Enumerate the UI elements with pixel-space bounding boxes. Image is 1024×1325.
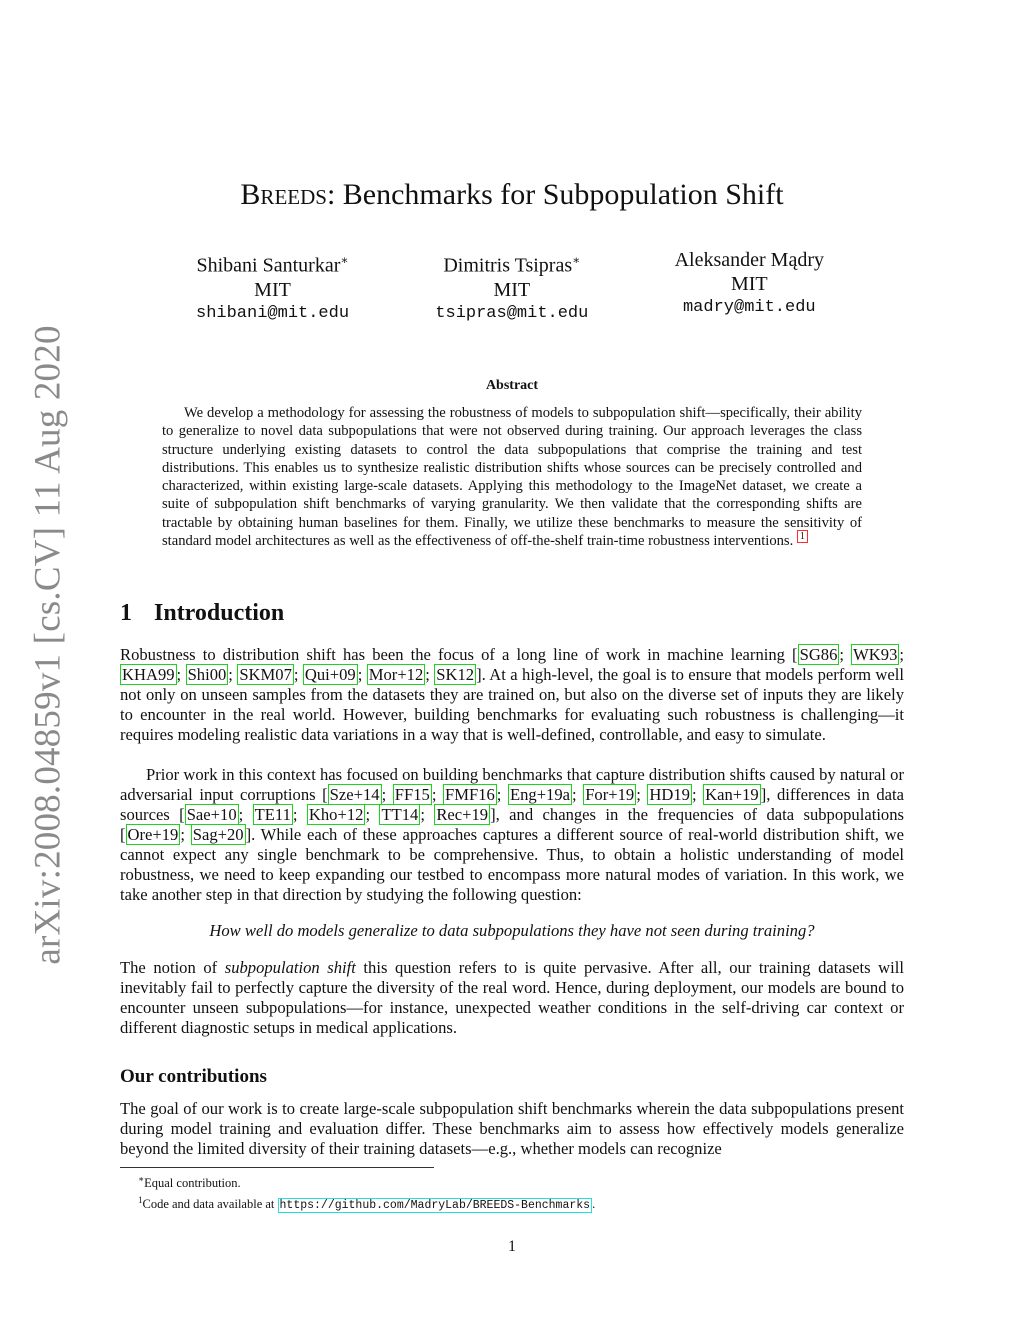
abstract-body: We develop a methodology for assessing the robustness of models to subpopulation shift—specifically, their ability to generalize to novel data subpopulations that were not observed during training. Our approach leverages the class structure underlying existing datasets to control the data subpopulations that comprise the training and test distributions. This enables us to synthesize realistic distribution shifts whose sources can be precisely controlled and characterized, within existing large-scale datasets. Applying this methodology to the ImageNet dataset, we create a suite of subpopulation shift benchmarks of varying granularity. We then validate that the corresponding shifts are tractable by obtaining human baselines for them. Finally, we utilize these benchmarks to measure the sensitivity of standard model architectures as well as the effectiveness of off-the-shelf train-time robustness interventions. bbox=[162, 405, 862, 550]
citation-link[interactable]: SK12 bbox=[436, 665, 475, 684]
citation-link[interactable]: Ore+19 bbox=[127, 825, 179, 844]
section-number: 1 bbox=[120, 600, 132, 626]
para-text: The notion of bbox=[120, 958, 225, 977]
author-name: Aleksander Mądry bbox=[674, 249, 824, 271]
citation-link[interactable]: Shi00 bbox=[187, 665, 227, 684]
footnote-text: Code and data available at bbox=[142, 1197, 278, 1212]
section-title: Introduction bbox=[154, 600, 285, 626]
abstract-heading: Abstract bbox=[485, 378, 539, 393]
author-email[interactable]: shibani@mit.edu bbox=[196, 303, 350, 323]
emphasis-term: subpopulation shift bbox=[224, 958, 356, 977]
equal-contrib-mark: ∗ bbox=[572, 253, 581, 267]
footnote-1 bbox=[138, 1171, 595, 1192]
para-text: ]. At a high-level, the goal is to ensure that models perform well not only on unseen samples from the datasets they are trained on, but also on the diverse set of inputs they are likely to encounter in the real world. However, building benchmarks for evaluating such robustness is challenging—it requires modeling realistic data variations in a way that is well-defined, controllable, and easy to simulate. bbox=[120, 665, 904, 744]
citation-link[interactable]: Kho+12 bbox=[308, 805, 364, 824]
citation-link[interactable]: TT14 bbox=[381, 805, 419, 824]
equal-contrib-mark: ∗ bbox=[340, 253, 349, 267]
footnote-mark: 1 bbox=[138, 1195, 143, 1206]
section-heading bbox=[120, 600, 284, 627]
footnote-text: Equal contribution. bbox=[144, 1176, 241, 1191]
para-text: ], differences in data sources [ bbox=[120, 785, 905, 824]
para-text: Robustness to distribution shift has been the focus of a long line of work in machine learning [ bbox=[120, 645, 798, 664]
intro-paragraph-3 bbox=[120, 958, 904, 1038]
author-1 bbox=[196, 248, 349, 326]
author-2 bbox=[435, 248, 588, 326]
citation-link[interactable]: Sze+14 bbox=[329, 785, 380, 804]
author-3 bbox=[675, 248, 824, 326]
citation-link[interactable]: Qui+09 bbox=[304, 665, 356, 684]
code-url-link[interactable]: https://github.com/MadryLab/BREEDS-Benchmarks bbox=[279, 1199, 591, 1213]
author-email[interactable]: tsipras@mit.edu bbox=[435, 303, 589, 323]
footnote-ref-link[interactable]: 1 bbox=[797, 530, 808, 543]
research-question: How well do models generalize to data subpopulations they have not seen during training? bbox=[209, 921, 815, 940]
footnotes bbox=[138, 1171, 595, 1214]
citation-link[interactable]: HD19 bbox=[649, 785, 690, 804]
para-text: ]. While each of these approaches captures a different source of real-world distribution shift, we cannot expect any single benchmark to be comprehensive. Thus, to obtain a holistic understanding of model robustness, we need to keep expanding our testbed to encompass more natural modes of variation. In this work, we take another step in that direction by studying the following question: bbox=[120, 825, 904, 904]
author-block bbox=[196, 248, 824, 326]
citation-link[interactable]: KHA99 bbox=[122, 665, 175, 684]
contributions-paragraph: The goal of our work is to create large-scale subpopulation shift benchmarks wherein the data subpopulations present during model training and evaluation differ. These benchmarks aim to assess how effectively models generalize beyond the limited diversity of their training datasets—e.g., whether models can recognize bbox=[120, 1099, 904, 1158]
citation-link[interactable]: TE11 bbox=[254, 805, 291, 824]
citation-link[interactable]: Eng+19a bbox=[509, 785, 571, 804]
arxiv-sidebar-id: arXiv:2008.04859v1 [cs.CV] 11 Aug 2020 bbox=[27, 325, 69, 965]
author-affiliation: MIT bbox=[493, 278, 531, 301]
para-text: this question refers to is quite pervasive. After all, our training datasets will inevitably fail to perfectly capture the diversity of the real word. Hence, during deployment, our models are bound to encounter unseen subpopulations—for instance, unexpected weather conditions in the self-driving car context or different diagnostic setups in medical applications. bbox=[120, 958, 904, 1037]
footnote-divider bbox=[120, 1167, 434, 1168]
paper-title bbox=[0, 178, 1024, 212]
title-rest: : Benchmarks for Subpopulation Shift bbox=[326, 178, 784, 211]
intro-paragraph-1: Robustness to distribution shift has been the focus of a long line of work in machine learning [ SG86 ; WK93 ; KHA99 ; Shi00 ; SKM07 ; Qui+09 ; Mor+12 ; SK12 ]. At a high-level, the goal is to ensure that models perform well not only on unseen samples from the datasets they are trained on, but also on the diverse set of inputs they are likely to encounter in the real world. However, building benchmarks for evaluating such robustness is challenging—it requires modeling realistic data variations in a way that is well-defined, controllable, and easy to simulate. bbox=[120, 645, 905, 744]
abstract-text bbox=[162, 404, 862, 550]
title-small-caps: Breeds bbox=[240, 178, 327, 211]
author-name: Dimitris Tsipras bbox=[443, 254, 573, 277]
citation-link[interactable]: Rec+19 bbox=[436, 805, 489, 824]
para-text: ], and changes in the frequencies of data subpopulations [ bbox=[120, 805, 904, 844]
citation-link[interactable]: WK93 bbox=[853, 645, 898, 664]
author-affiliation: MIT bbox=[254, 278, 291, 301]
page-number: 1 bbox=[508, 1238, 516, 1255]
author-name: Shibani Santurkar bbox=[196, 254, 341, 277]
author-affiliation: MIT bbox=[730, 273, 768, 295]
citation-link[interactable]: FMF16 bbox=[444, 785, 495, 804]
para-text: Prior work in this context has focused on building benchmarks that capture distribution shifts caused by natural or adversarial input corruptions [ bbox=[120, 765, 904, 804]
citation-link[interactable]: SKM07 bbox=[239, 665, 292, 684]
subsection-heading: Our contributions bbox=[120, 1066, 267, 1087]
citation-link[interactable]: Mor+12 bbox=[368, 665, 424, 684]
footnote-2 bbox=[138, 1192, 595, 1214]
footnote-mark: ∗ bbox=[138, 1174, 145, 1184]
citation-link[interactable]: Sae+10 bbox=[186, 805, 237, 824]
citation-link[interactable]: FF15 bbox=[394, 785, 430, 804]
citation-link[interactable]: Sag+20 bbox=[192, 825, 244, 844]
intro-paragraph-2: Prior work in this context has focused on building benchmarks that capture distribution shifts caused by natural or adversarial input corruptions [ Sze+14 ; FF15 ; FMF16 ; Eng+19a ; For+19 ; HD19 ; Kan+19 ], differences in data sources [ Sae+10 ; TE11 ; Kho+12 ; TT14 ; Rec+19 ], and changes in the frequencies of data subpopulations [ Ore+19 ; Sag+20 ]. While each of these approaches captures a different source of real-world distribution shift, we cannot expect any single benchmark to be comprehensive. Thus, to obtain a holistic understanding of model robustness, we need to keep expanding our testbed to encompass more natural modes of variation. In this work, we take another step in that direction by studying the following question: bbox=[120, 765, 905, 904]
footnote-text: . bbox=[592, 1197, 596, 1212]
citation-link[interactable]: SG86 bbox=[799, 645, 838, 664]
author-email[interactable]: madry@mit.edu bbox=[682, 298, 816, 317]
citation-link[interactable]: Kan+19 bbox=[705, 785, 759, 804]
citation-link[interactable]: For+19 bbox=[585, 785, 635, 804]
